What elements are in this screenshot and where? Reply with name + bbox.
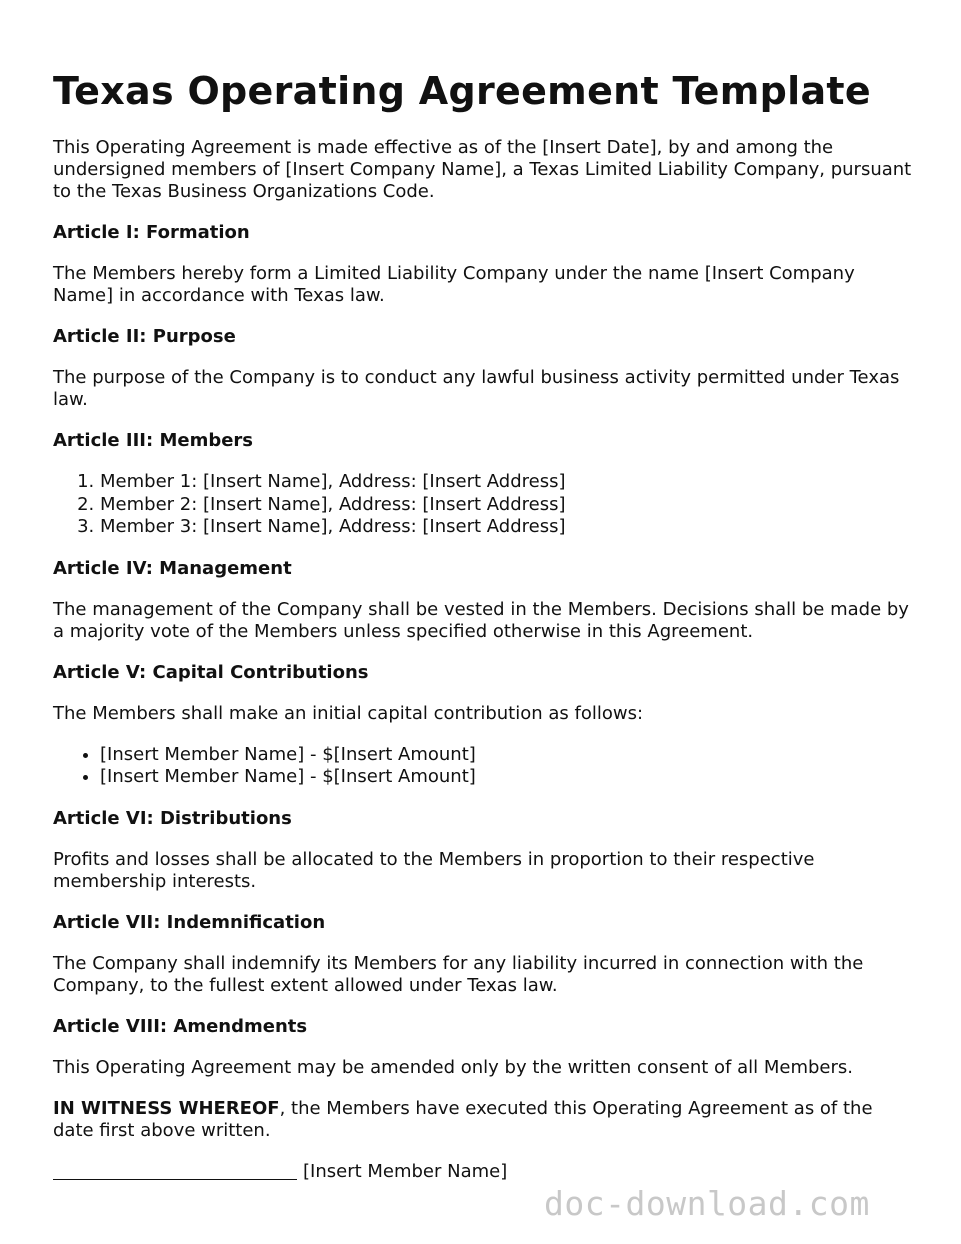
article-formation-heading: Article I: Formation xyxy=(53,222,250,243)
article-capital-text: The Members shall make an initial capital contribution as follows: xyxy=(53,702,644,724)
capital-list xyxy=(53,744,913,789)
list-item: 3. Member 3: [Insert Name], Address: [Insert Address] xyxy=(100,516,913,539)
article-indemnification-heading: Article VII: Indemnification xyxy=(53,911,326,933)
list-item: 1. Member 1: [Insert Name], Address: [Insert Address] xyxy=(100,471,913,494)
watermark: doc-download.com xyxy=(544,1184,870,1223)
signature-name: [Insert Member Name] xyxy=(303,1160,508,1182)
witness-bold: IN WITNESS WHEREOF xyxy=(53,1097,280,1119)
witness-text: , the Members have executed this Operating Agreement as of the date first above written. xyxy=(53,1097,873,1141)
article-distributions-heading: Article VI: Distributions xyxy=(53,807,292,829)
signature-block xyxy=(53,1161,913,1183)
signature-line xyxy=(53,1178,297,1180)
article-amendments-text: This Operating Agreement may be amended only by the written consent of all Members. xyxy=(53,1056,853,1078)
members-list xyxy=(53,471,913,539)
article-amendments-heading: Article VIII: Amendments xyxy=(53,1015,308,1037)
article-distributions-text: Profits and losses shall be allocated to the Members in proportion to their respective membership interests. xyxy=(53,848,815,892)
witness-paragraph xyxy=(53,1098,913,1142)
article-purpose-heading: Article II: Purpose xyxy=(53,326,236,347)
article-management-text: The management of the Company shall be vested in the Members. Decisions shall be made by a majority vote of the Members unless specified otherwise in this Agreement. xyxy=(53,598,909,642)
list-item: • [Insert Member Name] - $[Insert Amount] xyxy=(100,744,913,767)
article-capital-heading: Article V: Capital Contributions xyxy=(53,661,369,683)
list-item: • [Insert Member Name] - $[Insert Amount] xyxy=(100,766,913,789)
intro-paragraph: This Operating Agreement is made effective as of the [Insert Date], by and among the undersigned members of [Insert Company Name], a Texas Limited Liability Company, pursuant to the Texas Business Organizations Code. xyxy=(53,137,912,202)
list-item: 2. Member 2: [Insert Name], Address: [Insert Address] xyxy=(100,494,913,517)
article-management-heading: Article IV: Management xyxy=(53,557,292,579)
document-title: Texas Operating Agreement Template xyxy=(53,69,871,113)
article-members-heading: Article III: Members xyxy=(53,430,254,451)
document-page xyxy=(53,68,913,1183)
article-purpose-text: The purpose of the Company is to conduct any lawful business activity permitted under Texas law. xyxy=(53,367,900,410)
article-formation-text: The Members hereby form a Limited Liability Company under the name [Insert Company Name] in accordance with Texas law. xyxy=(53,263,855,306)
article-indemnification-text: The Company shall indemnify its Members for any liability incurred in connection with the Company, to the fullest extent allowed under Texas law. xyxy=(53,952,864,996)
